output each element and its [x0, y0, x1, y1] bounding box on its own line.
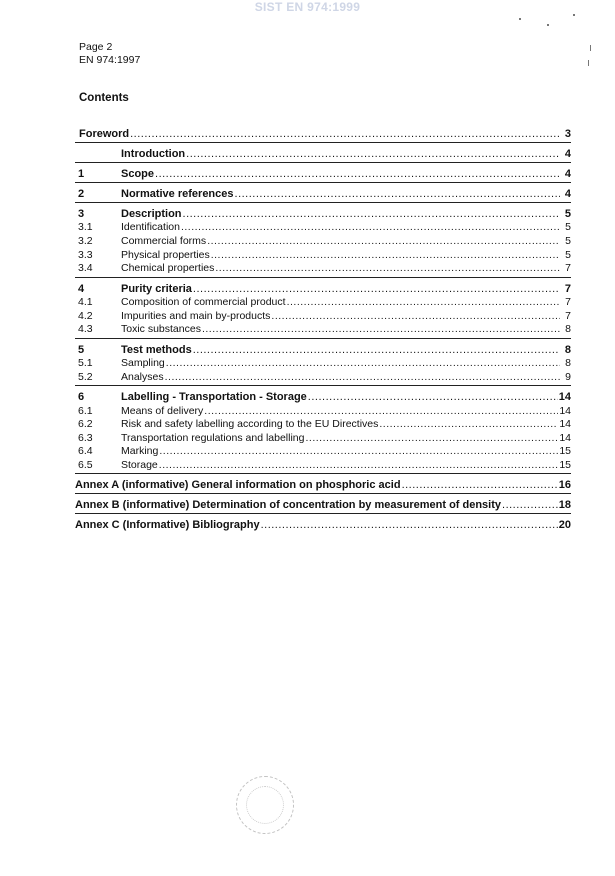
toc-entry — [75, 403, 571, 417]
toc-entry-number: 6.5 — [78, 459, 93, 471]
toc-entry — [75, 517, 571, 531]
toc-entry — [75, 369, 571, 383]
toc-entry-number: 6 — [78, 391, 85, 403]
dot-leader — [261, 519, 558, 531]
dot-leader — [502, 499, 558, 511]
dot-leader — [159, 445, 558, 457]
toc-entry-number: 3.3 — [78, 249, 93, 261]
toc-entry-title: Impurities and main by-products — [121, 310, 271, 322]
toc-entry — [75, 233, 571, 247]
toc-entry-title: Commercial forms — [121, 235, 207, 247]
toc-entry-title: Introduction — [121, 148, 186, 160]
toc-entry-number: 6.4 — [78, 445, 93, 457]
toc-entry-page: 7 — [564, 283, 571, 295]
toc-divider — [75, 473, 571, 474]
toc-divider — [75, 202, 571, 203]
toc-entry-title: Scope — [121, 168, 155, 180]
toc-entry-title: Test methods — [121, 344, 192, 356]
page-number: Page 2 — [79, 41, 113, 53]
toc-entry — [75, 477, 571, 491]
toc-entry — [75, 294, 571, 308]
toc-entry — [75, 166, 571, 180]
dot-leader — [130, 128, 560, 140]
contents-heading: Contents — [79, 92, 129, 104]
toc-entry-number: 5.2 — [78, 371, 93, 383]
toc-entry-page: 7 — [565, 296, 571, 308]
toc-entry-number: 4.1 — [78, 296, 93, 308]
scan-speck — [573, 14, 575, 16]
toc-divider — [75, 338, 571, 339]
toc-entry-title: Transportation regulations and labelling — [121, 432, 305, 444]
toc-divider — [75, 182, 571, 183]
toc-entry — [75, 497, 571, 511]
toc-entry-page: 9 — [565, 371, 571, 383]
toc-entry-page: 7 — [565, 310, 571, 322]
toc-entry-title: Composition of commercial product — [121, 296, 286, 308]
dot-leader — [166, 357, 560, 369]
toc-entry-page: 14 — [558, 391, 571, 403]
toc-entry-number: 4.2 — [78, 310, 93, 322]
dot-leader — [155, 168, 560, 180]
toc-entry-page: 8 — [564, 344, 571, 356]
toc-entry-title: Foreword — [79, 128, 130, 140]
toc-entry-number: 3.2 — [78, 235, 93, 247]
toc-entry — [75, 308, 571, 322]
toc-entry-page: 4 — [564, 168, 571, 180]
dot-leader — [215, 262, 560, 274]
toc-entry-page: 15 — [559, 445, 571, 457]
toc-entry-title: Annex A (informative) General information on phosphoric acid — [75, 479, 401, 491]
toc-entry-title: Identification — [121, 221, 180, 233]
scan-speck — [588, 60, 589, 66]
toc-entry-number: 3 — [78, 208, 85, 220]
dot-leader — [165, 371, 560, 383]
toc-entry — [75, 355, 571, 369]
toc-entry-page: 4 — [564, 148, 571, 160]
toc-divider — [75, 513, 571, 514]
toc-entry — [75, 219, 571, 233]
toc-entry-page: 4 — [564, 188, 571, 200]
toc-entry-page: 15 — [559, 459, 571, 471]
toc-entry-page: 20 — [558, 519, 571, 531]
dot-leader — [379, 418, 558, 430]
toc-entry-title: Purity criteria — [121, 283, 192, 295]
toc-entry — [75, 206, 571, 220]
toc-entry-page: 7 — [565, 262, 571, 274]
toc-entry-title: Toxic substances — [121, 323, 201, 335]
toc-divider — [75, 277, 571, 278]
toc-divider — [75, 385, 571, 386]
toc-entry-title: Annex B (informative) Determination of concentration by measurement of density — [75, 499, 502, 511]
toc-entry — [75, 342, 571, 356]
scan-speck — [547, 24, 549, 26]
toc-entry-page: 5 — [565, 235, 571, 247]
dot-leader — [181, 221, 560, 233]
toc-entry-number: 5.1 — [78, 357, 93, 369]
dot-leader — [159, 459, 559, 471]
toc-entry-title: Description — [121, 208, 182, 220]
toc-entry — [75, 321, 571, 335]
toc-entry-number: 3.1 — [78, 221, 93, 233]
toc-entry — [75, 457, 571, 471]
dot-leader — [287, 296, 560, 308]
toc-entry-title: Chemical properties — [121, 262, 215, 274]
scan-speck — [590, 45, 591, 51]
toc-entry-page: 14 — [559, 432, 571, 444]
toc-entry-page: 5 — [565, 221, 571, 233]
toc-entry-page: 8 — [565, 323, 571, 335]
toc-entry-title: Physical properties — [121, 249, 210, 261]
toc-entry-number: 6.1 — [78, 405, 93, 417]
toc-entry-number: 5 — [78, 344, 85, 356]
toc-entry-title: Risk and safety labelling according to the EU Directives — [121, 418, 379, 430]
standard-id: EN 974:1997 — [79, 54, 141, 66]
toc-entry-number: 6.3 — [78, 432, 93, 444]
toc-divider — [75, 162, 571, 163]
toc-entry-page: 14 — [559, 405, 571, 417]
toc-entry-page: 18 — [558, 499, 571, 511]
scan-speck — [519, 18, 521, 20]
toc-entry-page: 8 — [565, 357, 571, 369]
toc-entry-page: 5 — [565, 249, 571, 261]
toc-entry-page: 3 — [564, 128, 571, 140]
watermark: SIST EN 974:1999 — [254, 0, 361, 14]
toc-entry — [75, 443, 571, 457]
toc-entry — [75, 281, 571, 295]
toc-divider — [75, 142, 571, 143]
dot-leader — [308, 391, 558, 403]
toc-entry-title: Normative references — [121, 188, 234, 200]
toc-entry — [75, 186, 571, 200]
toc-entry — [75, 416, 571, 430]
toc-entry-title: Analyses — [121, 371, 164, 383]
toc-entry-number: 3.4 — [78, 262, 93, 274]
toc-entry-page: 14 — [559, 418, 571, 430]
toc-entry-number: 4.3 — [78, 323, 93, 335]
dot-leader — [186, 148, 560, 160]
toc-entry-page: 5 — [564, 208, 571, 220]
dot-leader — [235, 188, 560, 200]
toc-entry-number: 6.2 — [78, 418, 93, 430]
stamp-seal — [236, 776, 294, 834]
toc-entry-title: Storage — [121, 459, 158, 471]
toc-entry-title: Labelling - Transportation - Storage — [121, 391, 307, 403]
toc-entry-title: Sampling — [121, 357, 165, 369]
toc-divider — [75, 493, 571, 494]
toc-entry-title: Annex C (Informative) Bibliography — [75, 519, 260, 531]
toc-entry — [75, 430, 571, 444]
toc-entry — [75, 389, 571, 403]
toc-entry-title: Means of delivery — [121, 405, 204, 417]
toc-entry-number: 1 — [78, 168, 85, 180]
toc-entry — [75, 247, 571, 261]
toc-entry-number: 4 — [78, 283, 85, 295]
dot-leader — [402, 479, 558, 491]
dot-leader — [207, 235, 560, 247]
toc-entry-title: Marking — [121, 445, 159, 457]
toc-entry — [75, 260, 571, 274]
toc-entry-page: 16 — [558, 479, 571, 491]
toc-entry-number: 2 — [78, 188, 85, 200]
toc-entry — [75, 146, 571, 160]
toc-entry — [75, 126, 571, 140]
dot-leader — [202, 323, 560, 335]
